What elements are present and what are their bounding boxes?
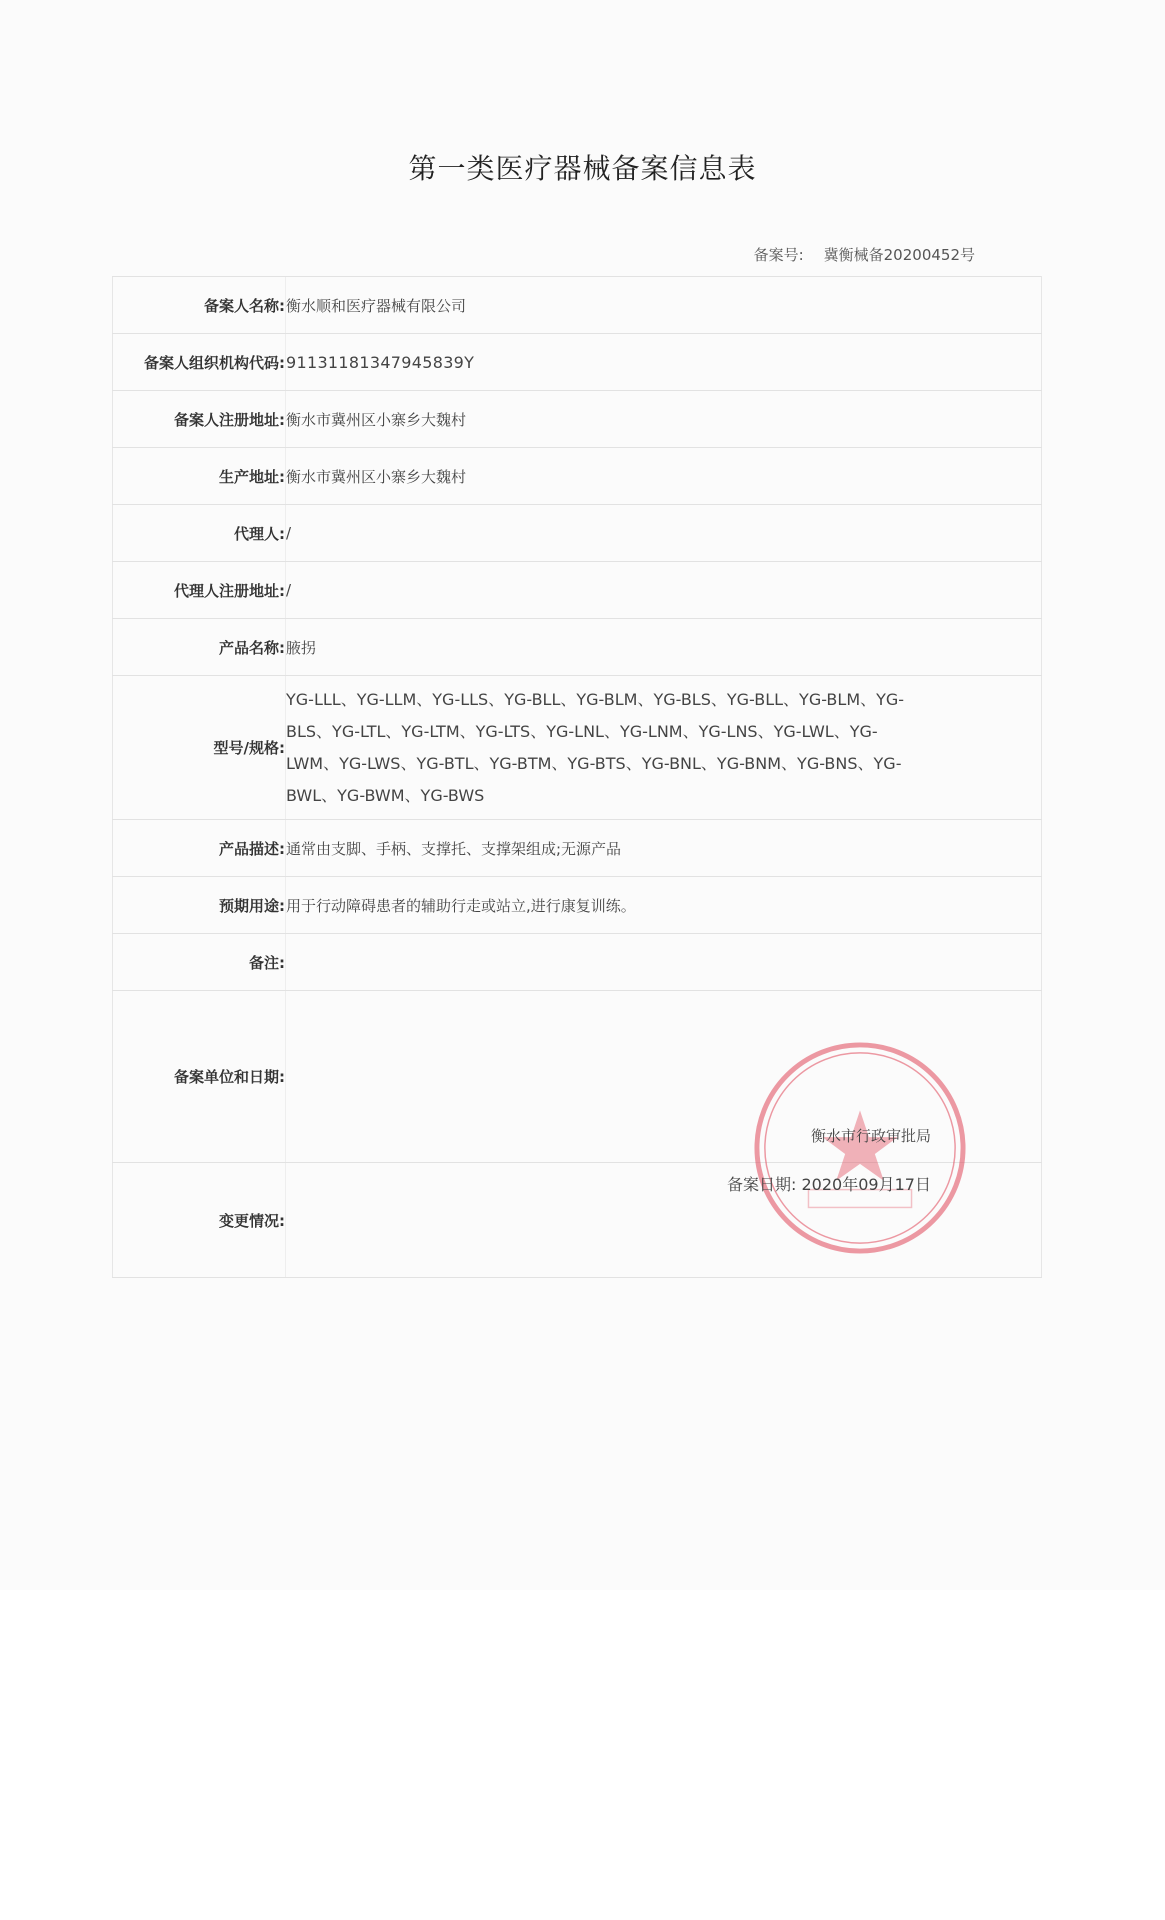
field-value: 衡水市冀州区小寨乡大魏村 xyxy=(286,391,1042,448)
table-row xyxy=(113,877,1042,934)
field-value: / xyxy=(286,562,1042,619)
record-number xyxy=(754,244,975,265)
table-row xyxy=(113,934,1042,991)
table-row xyxy=(113,562,1042,619)
field-value: / xyxy=(286,505,1042,562)
page-title: 第一类医疗器械备案信息表 xyxy=(408,152,757,185)
official-seal-icon xyxy=(751,1039,969,1257)
field-label: 代理人: xyxy=(113,505,286,562)
field-value: 腋拐 xyxy=(286,619,1042,676)
table-row xyxy=(113,505,1042,562)
filing-date xyxy=(727,1172,931,1195)
field-value: 衡水市冀州区小寨乡大魏村 xyxy=(286,448,1042,505)
issuer-name: 衡水市行政审批局 xyxy=(811,1126,932,1145)
table-row xyxy=(113,619,1042,676)
table-row xyxy=(113,676,1042,820)
field-value: 用于行动障碍患者的辅助行走或站立,进行康复训练。 xyxy=(286,877,1042,934)
field-label: 备案单位和日期: xyxy=(113,991,286,1163)
field-value: 衡水顺和医疗器械有限公司 xyxy=(286,277,1042,334)
table-row xyxy=(113,448,1042,505)
table-row xyxy=(113,991,1042,1163)
table-row xyxy=(113,391,1042,448)
field-value: YG-LLL、YG-LLM、YG-LLS、YG-BLL、YG-BLM、YG-BLS、YG-BLL、YG-BLM、YG-BLS、YG-LTL、YG-LTM、YG-LTS、YG-LNL、YG-LNM、YG-LNS、YG-LWL、YG-LWM、YG-LWS、YG-BTL、YG-BTM、YG-BTS、YG-BNL、YG-BNM、YG-BNS、YG-BWL、YG-BWM、YG-BWS xyxy=(286,676,1042,820)
field-label: 备案人名称: xyxy=(113,277,286,334)
filing-date-value: 2020年09月17日 xyxy=(801,1174,931,1194)
field-label: 代理人注册地址: xyxy=(113,562,286,619)
field-label: 备注: xyxy=(113,934,286,991)
filing-date-label: 备案日期: xyxy=(727,1174,797,1194)
record-number-label: 备案号: xyxy=(753,246,804,264)
field-value xyxy=(286,934,1042,991)
field-value: 91131181347945839Y xyxy=(286,334,1042,391)
record-number-value: 冀衡械备20200452号 xyxy=(823,246,975,264)
table-row xyxy=(113,820,1042,877)
info-table xyxy=(112,276,1042,1278)
table-row xyxy=(113,334,1042,391)
field-label: 备案人组织机构代码: xyxy=(113,334,286,391)
field-label: 产品描述: xyxy=(113,820,286,877)
filing-cell xyxy=(286,991,1042,1194)
table-row xyxy=(113,277,1042,334)
field-label: 备案人注册地址: xyxy=(113,391,286,448)
field-label: 产品名称: xyxy=(113,619,286,676)
field-label: 生产地址: xyxy=(113,448,286,505)
field-label: 预期用途: xyxy=(113,877,286,934)
field-value: 通常由支脚、手柄、支撑托、支撑架组成;无源产品 xyxy=(286,820,1042,877)
field-label: 变更情况: xyxy=(113,1163,286,1278)
field-label: 型号/规格: xyxy=(113,676,286,820)
